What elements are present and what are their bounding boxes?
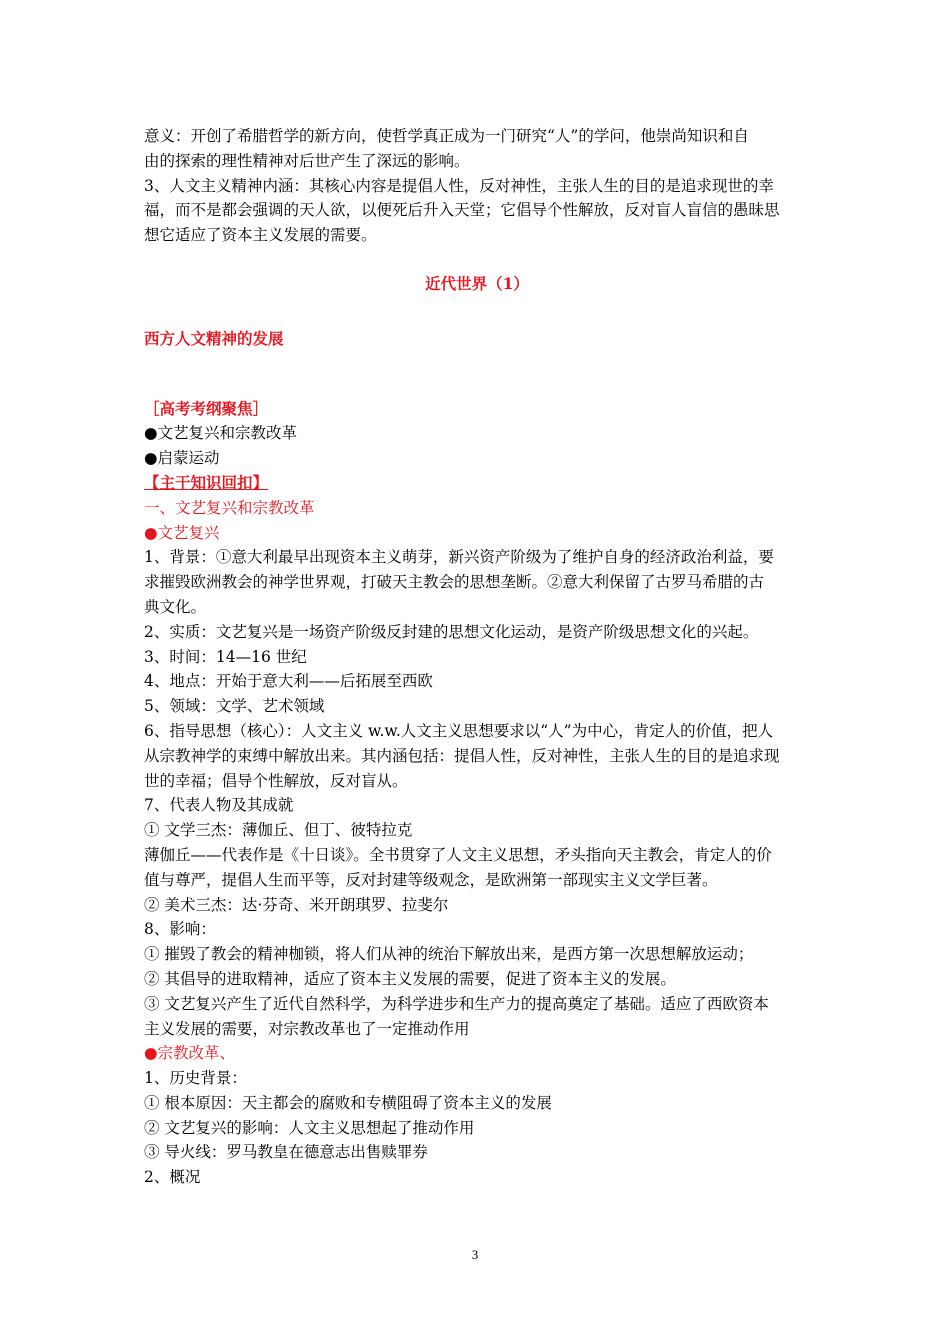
subsection-title: 西方人文精神的发展 bbox=[144, 328, 284, 348]
reformation-line: 1、历史背景： bbox=[144, 1069, 247, 1088]
part-one-heading: 一、文艺复兴和宗教改革 bbox=[144, 498, 315, 517]
focus-item: ●文艺复兴和宗教改革 bbox=[144, 424, 298, 443]
reformation-line: 2、概况 bbox=[144, 1168, 201, 1187]
renaissance-line: 7、代表人物及其成就 bbox=[144, 796, 294, 815]
reformation-line: ② 文艺复兴的影响：人文主义思想起了推动作用 bbox=[144, 1118, 475, 1137]
intro-line: 福，而不是都会强调的天人欲，以便死后升入天堂；它倡导个性解放，反对盲人盲信的愚昧思 bbox=[144, 201, 780, 220]
focus-item: ●启蒙运动 bbox=[144, 449, 220, 468]
intro-line: 想它适应了资本主义发展的需要。 bbox=[144, 226, 377, 245]
renaissance-line: 从宗教神学的束缚中解放出来。其内涵包括：提倡人性，反对神性，主张人生的目的是追求现 bbox=[144, 746, 780, 765]
knowledge-heading bbox=[144, 471, 810, 496]
page-number: 3 bbox=[471, 1247, 479, 1262]
renaissance-line: 主义发展的需要，对宗教改革也了一定推动作用 bbox=[144, 1019, 470, 1038]
intro-line: 3、人文主义精神内涵：其核心内容是提倡人性，反对神性，主张人生的目的是追求现世的幸 bbox=[144, 176, 774, 195]
reformation-section bbox=[144, 1066, 810, 1190]
renaissance-line: 8、影响： bbox=[144, 920, 216, 939]
renaissance-line: 4、地点：开始于意大利——后拓展至西欧 bbox=[144, 672, 433, 691]
focus-heading: ［高考考纲聚焦］ bbox=[144, 398, 269, 418]
renaissance-line: 薄伽丘——代表作是《十日谈》。全书贯穿了人文主义思想，矛头指向天主教会，肯定人的价 bbox=[144, 845, 772, 864]
renaissance-line: ① 文学三杰：薄伽丘、但丁、彼特拉克 bbox=[144, 821, 413, 840]
renaissance-line: 5、领域：文学、艺术领域 bbox=[144, 697, 325, 716]
renaissance-line: ② 其倡导的进取精神，适应了资本主义发展的需要，促进了资本主义的发展。 bbox=[144, 969, 676, 988]
renaissance-heading: ●文艺复兴 bbox=[144, 523, 220, 542]
renaissance-line: 典文化。 bbox=[144, 597, 207, 616]
renaissance-line: 值与尊严，提倡人生而平等，反对封建等级观念，是欧洲第一部现实主义文学巨著。 bbox=[144, 870, 718, 889]
renaissance-line: 世的幸福；倡导个性解放，反对盲从。 bbox=[144, 771, 408, 790]
section-title: 近代世界（1） bbox=[425, 273, 529, 293]
reformation-heading: ●宗教改革、 bbox=[144, 1044, 236, 1063]
renaissance-line: 求摧毁欧洲教会的神学世界观，打破天主教会的思想垄断。②意大利保留了古罗马希腊的古 bbox=[144, 573, 765, 592]
reformation-line: ① 根本原因：天主都会的腐败和专横阻碍了资本主义的发展 bbox=[144, 1093, 552, 1112]
renaissance-line: ③ 文艺复兴产生了近代自然科学，为科学进步和生产力的提高奠定了基础。适应了西欧资本 bbox=[144, 994, 769, 1013]
renaissance-line: 3、时间：14—16 世纪 bbox=[144, 647, 307, 666]
renaissance-line: 2、实质：文艺复兴是一场资产阶级反封建的思想文化运动，是资产阶级思想文化的兴起。 bbox=[144, 622, 759, 641]
intro-line: 意义：开创了希腊哲学的新方向，使哲学真正成为一门研究“人”的学问，他崇尚知识和自 bbox=[144, 127, 749, 145]
knowledge-heading-text: 【主干知识回扣】 bbox=[144, 472, 269, 492]
renaissance-section bbox=[144, 545, 810, 1041]
intro-line: 由的探索的理性精神对后世产生了深远的影响。 bbox=[144, 151, 470, 170]
renaissance-line: ② 美术三杰：达·芬奇、米开朗琪罗、拉斐尔 bbox=[144, 895, 449, 914]
renaissance-line: ① 摧毁了教会的精神枷锁，将人们从神的统治下解放出来，是西方第一次思想解放运动； bbox=[144, 945, 754, 964]
intro-paragraphs bbox=[144, 124, 810, 248]
renaissance-line: 6、指导思想（核心）：人文主义 w.w.人文主义思想要求以“人”为中心，肯定人的价值，把人 bbox=[144, 721, 774, 740]
reformation-line: ③ 导火线：罗马教皇在德意志出售赎罪券 bbox=[144, 1143, 428, 1162]
renaissance-line: 1、背景：①意大利最早出现资本主义萌芽，新兴资产阶级为了维护自身的经济政治利益，要 bbox=[144, 548, 774, 567]
page-body bbox=[144, 124, 810, 1190]
